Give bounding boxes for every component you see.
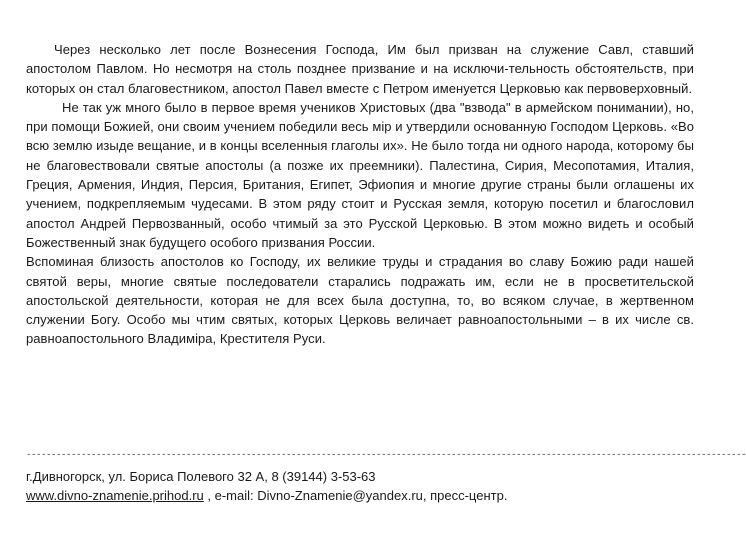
footer-separator: ------------------------------------------------------------------------------------------------------------------------------------------------ [26, 450, 746, 460]
document-body [26, 40, 694, 349]
footer-email: , e-mail: Divno-Znamenie@yandex.ru, пресс-центр. [203, 488, 508, 503]
paragraph-3: Вспоминая близость апостолов ко Господу, их великие труды и страдания во славу Божию ради нашей святой веры, многие святые последователи старались подражать им, если не в просветительской апостольской деятельности, которая не для всех была доступна, то, во всяком случае, в жертвенном служении Богу. Особо мы чтим святых, которых Церковь величает равноапостольными – в их числе св. равноапостольного Владимiра, Крестителя Руси. [26, 254, 694, 347]
paragraph-1: Через несколько лет после Вознесения Господа, Им был призван на служение Савл, ставший апостолом Павлом. Но несмотря на столь позднее призвание и на исключи-тельность обстоятельств, при которых он стал благовестником, апостол Павел вместе с Петром именуется Церковью как первоверховный. [26, 42, 694, 96]
paragraph-2: Не так уж много было в первое время учеников Христовых (два "взвода" в армейском понимании), но, при помощи Божией, они своим учением победили весь мiр и утвердили основанную Господом Церковь. «Во всю землю изыде вещание, и в концы вселенныя глаголы их». Не было тогда ни одного народа, которому бы не благовествовали святые апостолы (а позже их преемники). Палестина, Сирия, Месопотамия, Италия, Греция, Армения, Индия, Персия, Британия, Египет, Эфиопия и многие другие страны были оглашены их учением, подкрепляемым чудесами. В этом ряду стоит и Русская земля, которую посетил и благословил апостол Андрей Первозванный, особо чтимый за это Русской Церковью. В этом можно видеть и особый Божественный знак будущего особого призвания России. [26, 99, 694, 250]
footer-contacts [26, 486, 694, 505]
contact-footer [26, 449, 746, 505]
footer-address: г.Дивногорск, ул. Бориса Полевого 32 А, 8 (39144) 3-53-63 [26, 469, 376, 484]
website-link[interactable]: www.divno-znamenie.prihod.ru [26, 488, 204, 503]
